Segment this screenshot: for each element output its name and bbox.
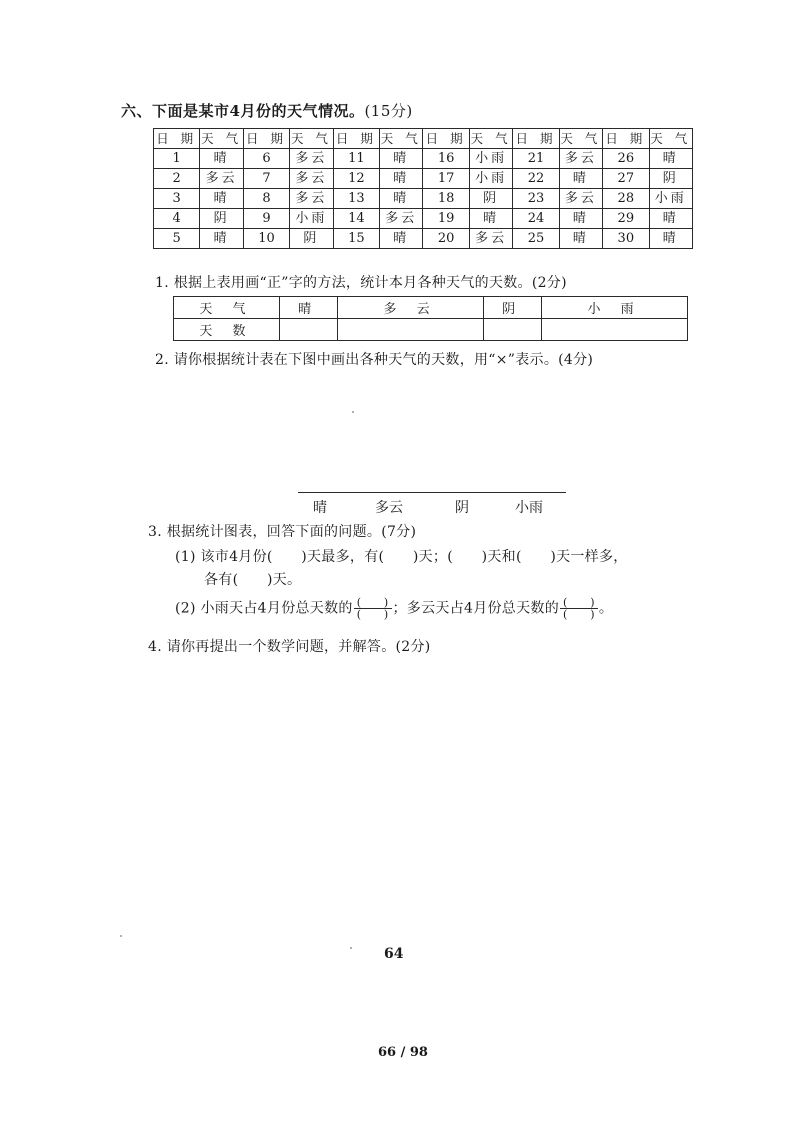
question-3-part2	[175, 597, 613, 620]
date-cell: 30	[603, 229, 649, 249]
question-3-part1-line2: 各有( )天。	[204, 572, 302, 588]
weather-cell: 晴	[380, 149, 423, 169]
header-weather: 天 气	[559, 129, 602, 149]
weather-row	[154, 189, 693, 209]
date-cell: 12	[333, 169, 379, 189]
weather-cell: 晴	[200, 229, 243, 249]
header-weather: 天 气	[469, 129, 512, 149]
weather-cell: 晴	[649, 229, 692, 249]
header-weather: 天 气	[200, 129, 243, 149]
date-cell: 22	[513, 169, 559, 189]
weather-cell: 多云	[290, 149, 333, 169]
tally-count-sunny[interactable]	[280, 319, 338, 341]
tally-count-rain[interactable]	[542, 319, 688, 341]
weather-cell: 阴	[649, 169, 692, 189]
question-3-text: 3. 根据统计图表，回答下面的问题。(7分)	[148, 524, 417, 540]
weather-cell: 小雨	[469, 149, 512, 169]
weather-cell: 晴	[649, 149, 692, 169]
question-3-part2-end: 。	[598, 600, 614, 617]
date-cell: 6	[243, 149, 289, 169]
header-date: 日 期	[603, 129, 649, 149]
date-cell: 5	[154, 229, 200, 249]
scan-speck	[352, 411, 354, 413]
date-cell: 14	[333, 209, 379, 229]
chart-category-cloudy: 多云	[375, 500, 403, 516]
weather-cell: 晴	[559, 169, 602, 189]
question-1-text: 1. 根据上表用画“正”字的方法，统计本月各种天气的天数。(2分)	[155, 275, 567, 291]
weather-cell: 多云	[290, 189, 333, 209]
section-heading	[121, 100, 413, 121]
tally-count-overcast[interactable]	[483, 319, 541, 341]
weather-cell: 晴	[469, 209, 512, 229]
weather-cell: 多云	[559, 189, 602, 209]
date-cell: 17	[423, 169, 469, 189]
weather-cell: 晴	[200, 149, 243, 169]
weather-cell: 多云	[559, 149, 602, 169]
tally-col-overcast: 阴	[483, 297, 541, 319]
chart-category-overcast: 阴	[455, 500, 469, 516]
date-cell: 16	[423, 149, 469, 169]
date-cell: 27	[603, 169, 649, 189]
chart-category-sunny: 晴	[313, 500, 327, 516]
date-cell: 2	[154, 169, 200, 189]
weather-cell: 晴	[380, 229, 423, 249]
tally-count-row	[174, 319, 688, 341]
weather-cell: 晴	[380, 169, 423, 189]
date-cell: 3	[154, 189, 200, 209]
header-weather: 天 气	[649, 129, 692, 149]
weather-cell: 阴	[290, 229, 333, 249]
header-date: 日 期	[243, 129, 289, 149]
date-cell: 18	[423, 189, 469, 209]
date-cell: 20	[423, 229, 469, 249]
header-date: 日 期	[513, 129, 559, 149]
date-cell: 21	[513, 149, 559, 169]
weather-header-row	[154, 129, 693, 149]
tally-col-rain: 小 雨	[542, 297, 688, 319]
date-cell: 1	[154, 149, 200, 169]
scan-speck	[350, 947, 352, 949]
header-weather: 天 气	[380, 129, 423, 149]
weather-row	[154, 149, 693, 169]
page-indicator: 66 / 98	[378, 1045, 428, 1060]
date-cell: 11	[333, 149, 379, 169]
date-cell: 9	[243, 209, 289, 229]
weather-row	[154, 169, 693, 189]
date-cell: 23	[513, 189, 559, 209]
weather-cell: 小雨	[649, 189, 692, 209]
question-3-part1-line1: (1) 该市4月份( )天最多，有( )天；( )天和( )天一样多，	[175, 549, 628, 565]
tally-col-sunny: 晴	[280, 297, 338, 319]
weather-cell: 小雨	[469, 169, 512, 189]
weather-cell: 多云	[200, 169, 243, 189]
weather-cell: 小雨	[290, 209, 333, 229]
weather-row	[154, 229, 693, 249]
weather-table	[153, 128, 693, 249]
date-cell: 19	[423, 209, 469, 229]
tally-label-days: 天 数	[174, 319, 280, 341]
header-date: 日 期	[423, 129, 469, 149]
chart-category-rain: 小雨	[515, 500, 543, 516]
tally-header-row	[174, 297, 688, 319]
question-3-part2-a: (2) 小雨天占4月份总天数的	[175, 600, 353, 617]
weather-cell: 晴	[559, 229, 602, 249]
page-number: 64	[384, 946, 404, 962]
weather-cell: 晴	[559, 209, 602, 229]
question-3-part2-b: ；多云天占4月份总天数的	[392, 600, 560, 617]
date-cell: 13	[333, 189, 379, 209]
question-2-text: 2. 请你根据统计表在下图中画出各种天气的天数，用“×”表示。(4分)	[155, 352, 594, 368]
section-points: (15分)	[364, 102, 413, 120]
date-cell: 25	[513, 229, 559, 249]
tally-count-cloudy[interactable]	[338, 319, 484, 341]
question-4-text: 4. 请你再提出一个数学问题，并解答。(2分)	[148, 639, 431, 655]
weather-cell: 阴	[469, 189, 512, 209]
weather-cell: 多云	[380, 209, 423, 229]
fraction-blank-cloudy[interactable]: $\frac{( )}{( )}$	[560, 597, 598, 620]
header-date: 日 期	[154, 129, 200, 149]
date-cell: 26	[603, 149, 649, 169]
date-cell: 8	[243, 189, 289, 209]
scan-speck	[120, 935, 122, 937]
weather-cell: 晴	[649, 209, 692, 229]
tally-table	[173, 296, 688, 341]
weather-cell: 晴	[380, 189, 423, 209]
section-title: 六、下面是某市4月份的天气情况。	[121, 102, 365, 120]
weather-cell: 晴	[200, 189, 243, 209]
tally-label-weather: 天 气	[174, 297, 280, 319]
date-cell: 10	[243, 229, 289, 249]
date-cell: 4	[154, 209, 200, 229]
date-cell: 24	[513, 209, 559, 229]
date-cell: 29	[603, 209, 649, 229]
weather-cell: 阴	[200, 209, 243, 229]
date-cell: 15	[333, 229, 379, 249]
weather-cell: 多云	[469, 229, 512, 249]
date-cell: 28	[603, 189, 649, 209]
fraction-blank-rain[interactable]: $\frac{( )}{( )}$	[354, 597, 392, 620]
weather-cell: 多云	[290, 169, 333, 189]
header-date: 日 期	[333, 129, 379, 149]
weather-row	[154, 209, 693, 229]
chart-axis-line	[298, 492, 566, 493]
date-cell: 7	[243, 169, 289, 189]
tally-col-cloudy: 多 云	[338, 297, 484, 319]
header-weather: 天 气	[290, 129, 333, 149]
